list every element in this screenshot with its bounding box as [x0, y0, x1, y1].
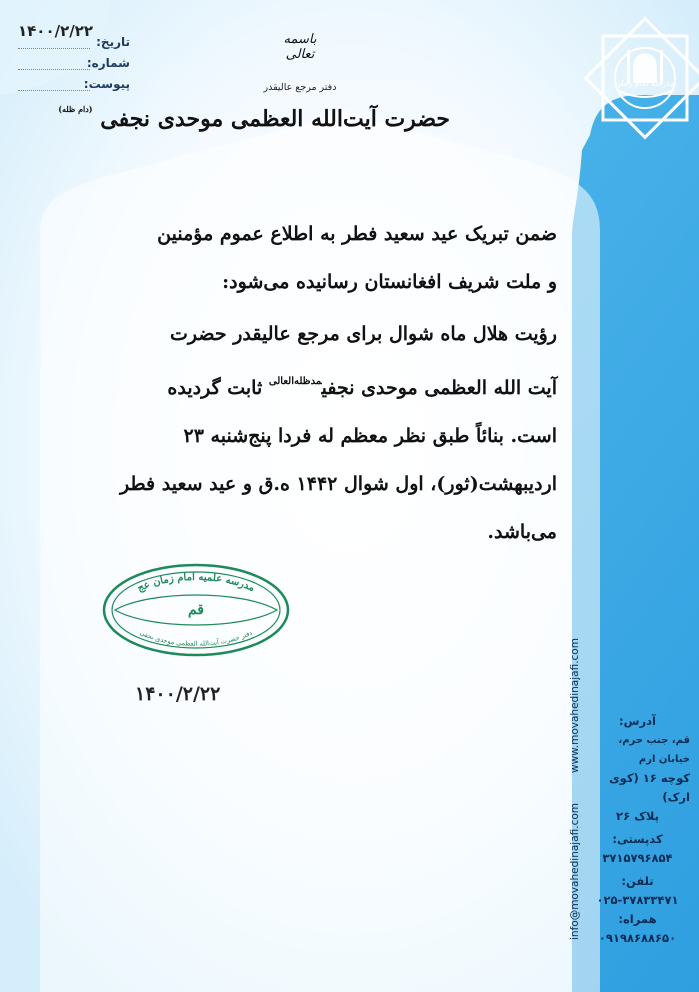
email-link[interactable]: info@movahedinajafi.com	[569, 802, 581, 940]
logo-line1: حوزه	[636, 70, 654, 79]
footer-date: ۱۴۰۰/۲/۲۲	[135, 683, 221, 705]
number-label: شماره:	[86, 56, 130, 70]
postal-label: کدپستی:	[612, 832, 663, 846]
body-line-5: است. بنائاً طبق نظر معظم له فردا پنج‌شنبه ۲۳	[183, 425, 557, 447]
header-bismillah: باسمه تعالی	[283, 32, 317, 62]
logo-line2: مدرسه امام زمان	[615, 79, 675, 88]
header-office: دفتر مرجع عالیقدر	[263, 82, 337, 93]
postal-value: ۳۷۱۵۷۹۶۸۵۴	[602, 851, 673, 865]
announcement-body	[75, 210, 557, 556]
body-line-3: رؤیت هلال ماه شوال برای مرجع عالیقدر حضرت	[170, 323, 557, 345]
attachment-label: پیوست:	[83, 77, 130, 91]
body-line-4	[75, 358, 557, 412]
body-line-4b: ثابت گردیده	[167, 377, 263, 399]
official-seal	[100, 560, 292, 660]
mobile-label: همراه:	[618, 912, 657, 926]
body-line-2: و ملت شریف افغانستان رسانیده می‌شود:	[222, 271, 557, 293]
header-name	[58, 104, 450, 132]
header-name-suffix: (دام ظله)	[58, 104, 93, 114]
address-line-3: پلاک ۲۶	[616, 809, 659, 823]
body-line-6: اردیبهشت(ثور)، اول شوال ۱۴۴۲ ه.ق و عید سعید فطر	[119, 473, 557, 495]
attachment-underline	[18, 90, 90, 91]
phone-label: تلفن:	[621, 874, 654, 888]
number-underline	[18, 69, 90, 70]
seal-top-text: مدرسه علمیه امام زمان عج	[135, 571, 257, 595]
body-line-4a: آیت الله العظمی موحدی نجفی	[321, 377, 557, 399]
phone-value: ۰۲۵-۳۷۸۳۳۴۷۱	[596, 893, 679, 907]
body-line-4-superscript: مدظله‌العالی	[268, 376, 322, 387]
website-link[interactable]: www.movahedinajafi.com	[569, 638, 581, 773]
mobile-value: ۰۹۱۹۸۶۸۸۶۵۰	[598, 931, 677, 945]
logo-caption	[605, 70, 685, 88]
date-underline	[18, 48, 90, 49]
date-label: تاریخ:	[96, 35, 130, 49]
header-name-text: حضرت آیت‌الله العظمی موحدی نجفی	[100, 106, 450, 132]
seal-center-text: قم	[187, 602, 205, 618]
address-line-1: قم، جنب حرم، خیابان ارم	[618, 735, 690, 765]
date-value: ۱۴۰۰/۲/۲۲	[18, 22, 94, 40]
contact-block	[585, 712, 690, 948]
seal-bottom-text: دفتر حضرت آیت‌الله العظمی موحدی نجفی	[138, 628, 254, 648]
address-line-2: کوچه ۱۶ (کوی ارک)	[609, 771, 690, 804]
body-line-1: ضمن تبریک عید سعید فطر به اطلاع عموم مؤمنین	[157, 223, 557, 245]
address-label: آدرس:	[619, 714, 656, 728]
body-line-7: می‌باشد.	[487, 521, 557, 543]
